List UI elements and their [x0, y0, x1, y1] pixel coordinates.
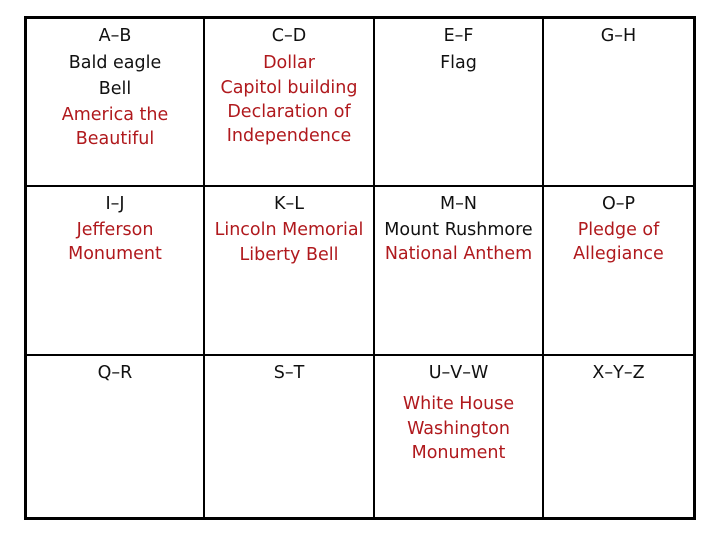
cell-o-p [544, 187, 693, 356]
cell-item: Pledge of Allegiance [573, 219, 664, 264]
cell-item: Bell [98, 79, 132, 99]
cell-item: America the Beautiful [61, 104, 169, 149]
cell-header: M–N [440, 194, 477, 214]
cell-header: Q–R [97, 363, 133, 383]
cell-i-j [27, 187, 205, 356]
cell-header: E–F [443, 26, 474, 46]
cell-item: Flag [440, 52, 477, 73]
cell-e-f [375, 19, 544, 187]
cell-header: K–L [274, 194, 304, 214]
cell-item: Mount Rushmore [384, 219, 533, 240]
cell-g-h [544, 19, 693, 187]
cell-k-l [205, 187, 375, 356]
cell-a-b [27, 19, 205, 187]
cell-header: I–J [105, 194, 125, 214]
cell-item: Washington Monument [407, 419, 510, 463]
cell-item: Jefferson Monument [68, 219, 162, 264]
cell-item: Dollar [263, 52, 315, 73]
cell-header: X–Y–Z [592, 363, 645, 383]
cell-item: Declaration of Independence [226, 102, 352, 146]
cell-s-t [205, 356, 375, 517]
cell-header: O–P [601, 194, 636, 214]
cell-c-d [205, 19, 375, 187]
cell-item: Capitol building [220, 78, 358, 98]
cell-x-y-z [544, 356, 693, 517]
cell-item: National Anthem [384, 243, 533, 264]
cell-u-v-w [375, 356, 544, 517]
cell-header: G–H [600, 26, 637, 46]
cell-m-n [375, 187, 544, 356]
cell-item: Lincoln Memorial [214, 219, 364, 240]
cell-header: S–T [273, 363, 305, 383]
cell-header: U–V–W [428, 363, 489, 383]
cell-header: A–B [98, 26, 132, 46]
alphabet-grid [24, 16, 696, 520]
cell-item: White House [402, 393, 515, 414]
cell-q-r [27, 356, 205, 517]
cell-item: Bald eagle [68, 52, 162, 73]
cell-header: C–D [271, 26, 307, 46]
cell-item: Liberty Bell [239, 244, 339, 265]
